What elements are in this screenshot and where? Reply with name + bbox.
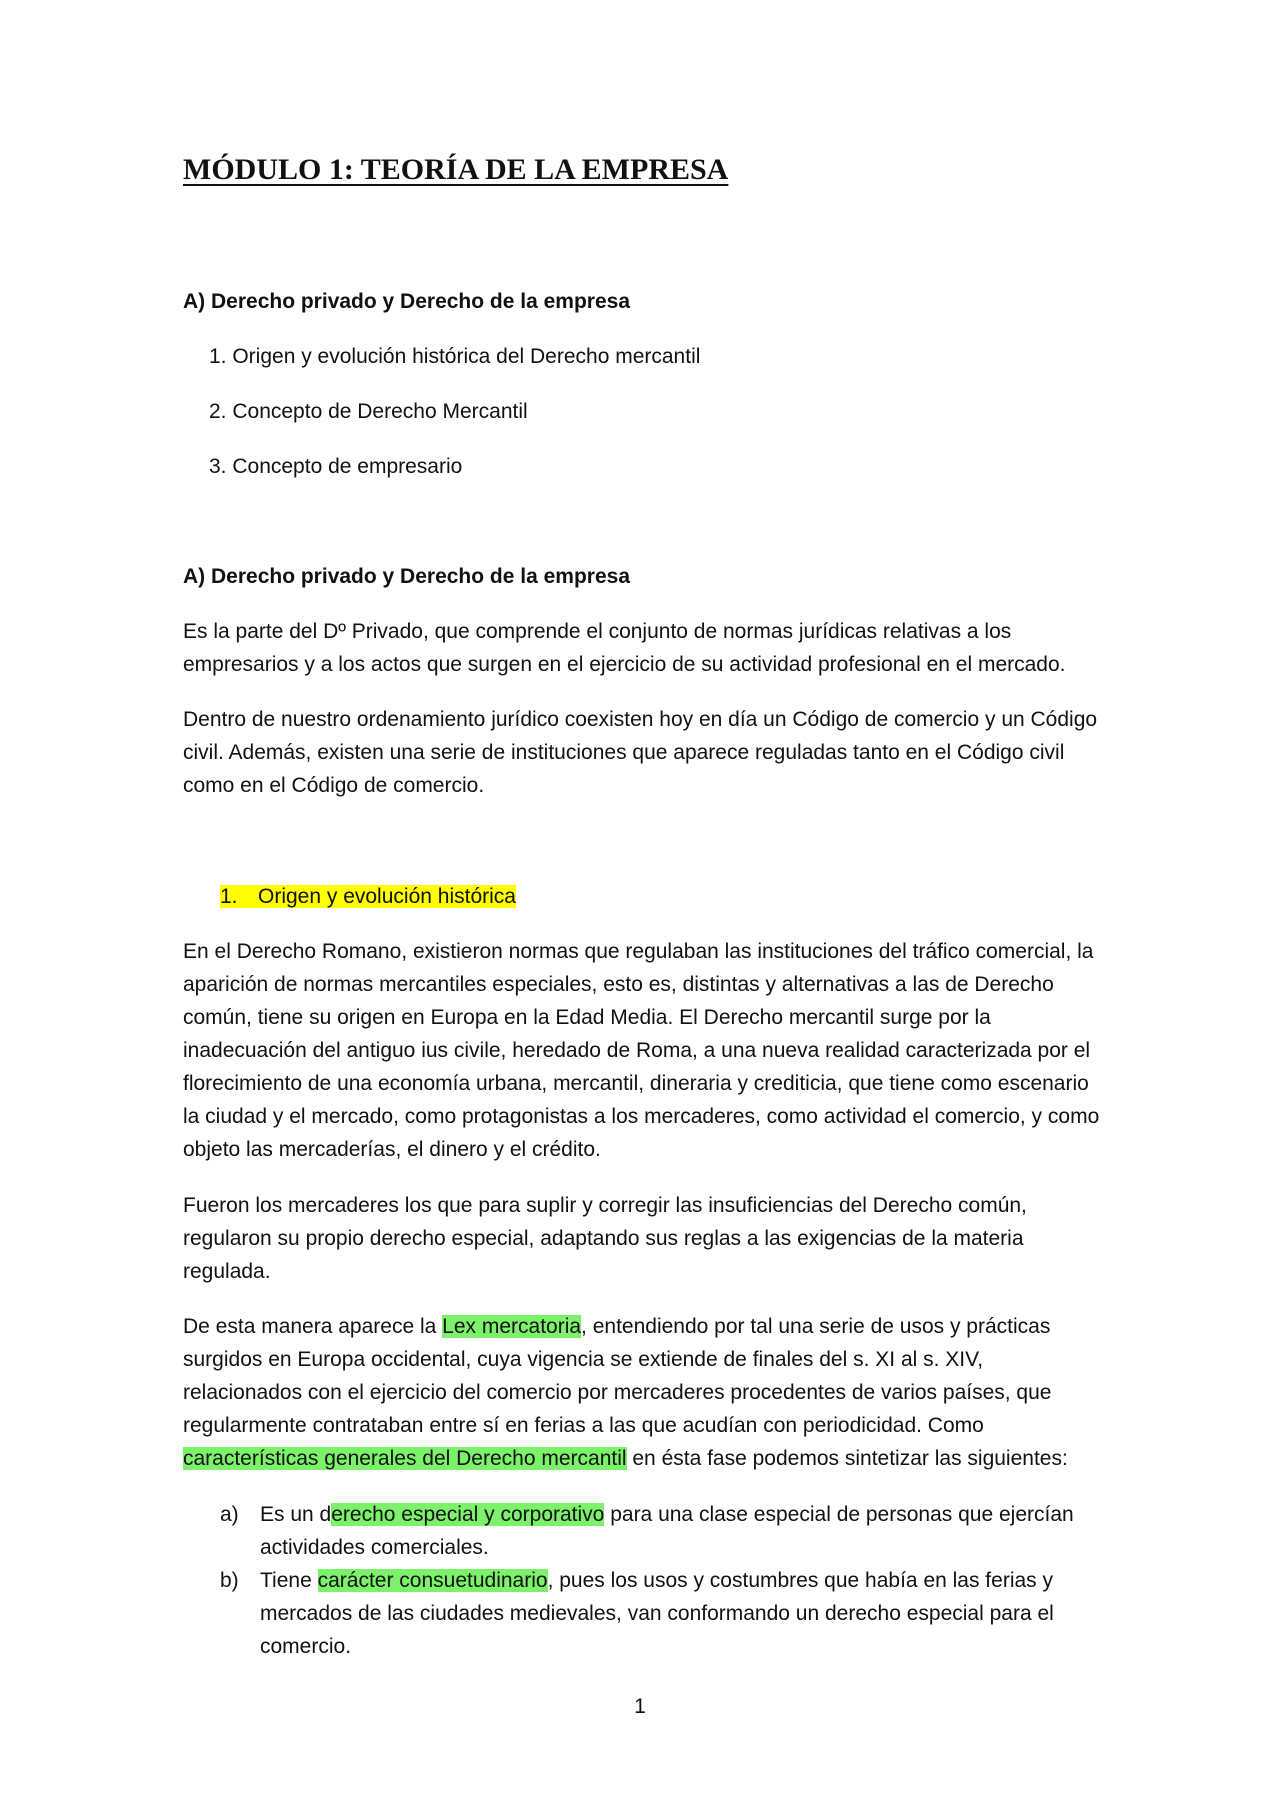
list-item-a-text-2: para una clase especial de personas que ejercían actividades comerciales. [260,1503,1074,1559]
highlight-caracter-consuetudinario: carácter consuetudinario [317,1569,548,1592]
list-item-a-text-1: Es un d [260,1503,332,1526]
section-1-title: Origen y evolución histórica [258,885,516,908]
page-title: MÓDULO 1: TEORÍA DE LA EMPRESA [183,153,729,186]
list-item-a [220,1498,1103,1564]
toc-item-1: 1. Origen y evolución histórica del Derecho mercantil [209,345,701,368]
section-a-paragraph-2: Dentro de nuestro ordenamiento jurídico coexisten hoy en día un Código de comercio y un Código civil. Además, existen una serie de instituciones que aparece reguladas tanto en el Código civil como en el Código de comercio. [183,708,1098,797]
paragraph-3-text-2: , entendiendo por tal una serie de usos y prácticas surgidos en Europa occidental, cuya vigencia se extiende de finales del s. XI al s. XIV, relacionados con el ejercicio del comercio por mercaderes procedentes de varios países, que regularmente contrataban entre sí en ferias a las que acudían con periodicidad. Como [183,1315,1052,1437]
toc-item-3: 3. Concepto de empresario [209,455,463,478]
section-1-heading [220,880,516,913]
paragraph-3-text-1: De esta manera aparece la [183,1315,443,1338]
highlight-caracteristicas-generales: características generales del Derecho mercantil [183,1447,627,1470]
characteristics-list [220,1498,1103,1663]
paragraph-3-text-3: en ésta fase podemos sintetizar las siguientes: [626,1447,1068,1470]
section-1-number: 1. [220,885,238,908]
section-1-heading-highlight [220,885,516,908]
section-a-heading: A) Derecho privado y Derecho de la empresa [183,565,630,588]
highlight-derecho-especial: erecho especial y corporativo [331,1503,605,1526]
page-number: 1 [634,1695,646,1718]
toc-item-2: 2. Concepto de Derecho Mercantil [209,400,528,423]
section-a-paragraph-1: Es la parte del Dº Privado, que comprende el conjunto de normas jurídicas relativas a los empresarios y a los actos que surgen en el ejercicio de su actividad profesional en el mercado. [183,620,1066,676]
list-item-b-text-2: , pues los usos y costumbres que había en las ferias y mercados de las ciudades medievales, van conformando un derecho especial para el comercio. [260,1569,1054,1658]
highlight-lex-mercatoria: Lex mercatoria [442,1315,582,1338]
section-1-paragraph-2: Fueron los mercaderes los que para suplir y corregir las insuficiencias del Derecho común, regularon su propio derecho especial, adaptando sus reglas a las exigencias de la materia regulada. [183,1194,1027,1283]
section-1-paragraph-3 [183,1310,1103,1475]
list-marker-a: a) [220,1503,239,1526]
list-item-b-text-1: Tiene [260,1569,318,1592]
list-item-b [220,1564,1103,1663]
toc-heading: A) Derecho privado y Derecho de la empresa [183,290,630,313]
section-1-paragraph-1: En el Derecho Romano, existieron normas que regulaban las instituciones del tráfico comercial, la aparición de normas mercantiles especiales, esto es, distintas y alternativas a las de Derecho común, tiene su origen en Europa en la Edad Media. El Derecho mercantil surge por la inadecuación del antiguo ius civile, heredado de Roma, a una nueva realidad caracterizada por el florecimiento de una economía urbana, mercantil, dineraria y crediticia, que tiene como escenario la ciudad y el mercado, como protagonistas a los mercaderes, como actividad el comercio, y como objeto las mercaderías, el dinero y el crédito. [183,940,1100,1161]
list-marker-b: b) [220,1569,239,1592]
